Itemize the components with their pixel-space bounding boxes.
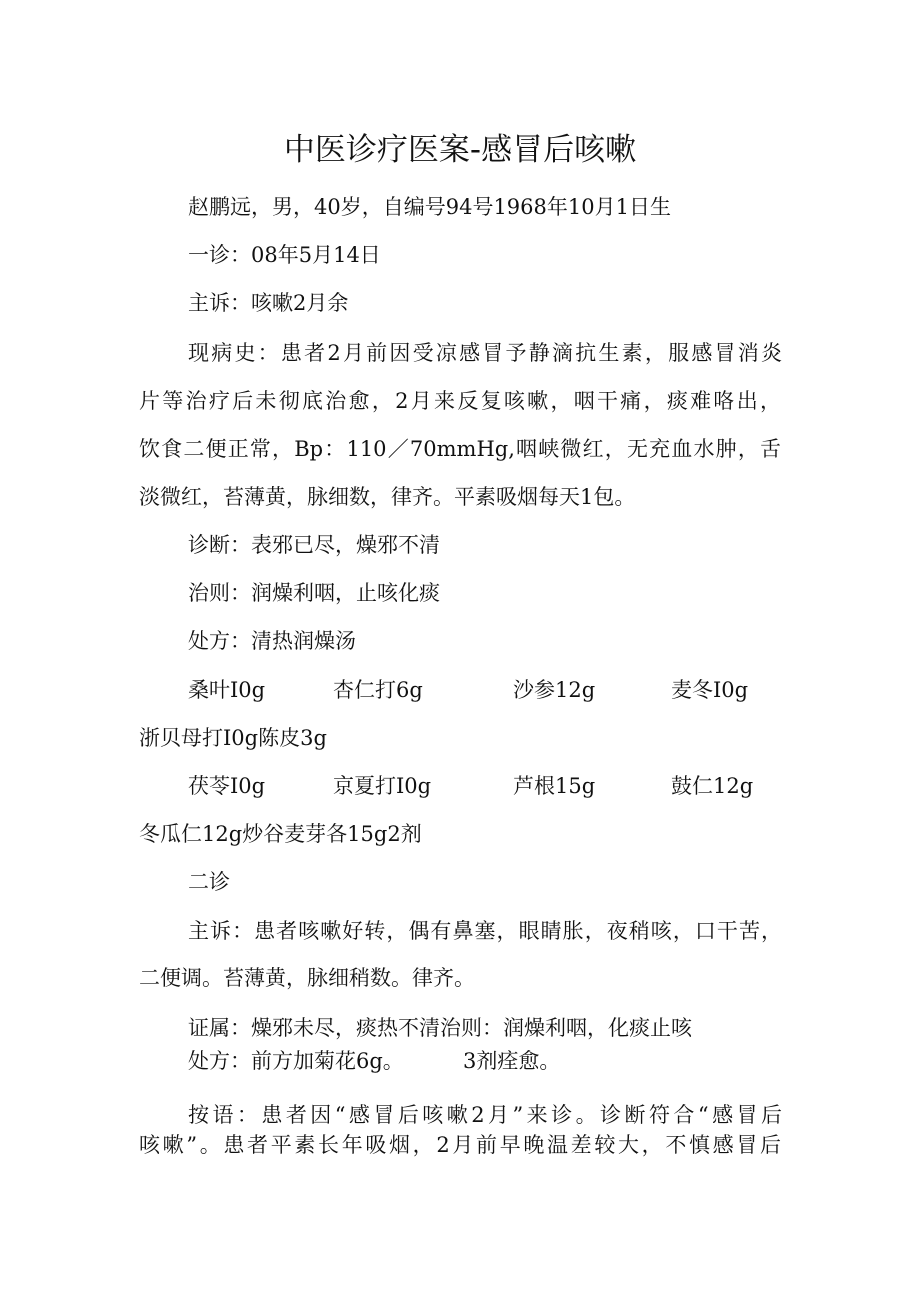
second-visit-heading: 二诊 (188, 870, 230, 894)
commentary-line: 按语：患者因“感冒后咳嗽2月”来诊。诊断符合“感冒后 (188, 1103, 782, 1127)
prescription: 处方：清热润燥汤 (188, 629, 356, 653)
herb-item: 桑叶I0g (188, 678, 266, 702)
herb-item: 麦冬I0g (671, 678, 749, 702)
herb-item: 京夏打I0g (333, 774, 432, 798)
history-line: 淡微红，苔薄黄，脉细数，律齐。平素吸烟每天1包。 (139, 485, 636, 509)
second-complaint-line: 主诉：患者咳嗽好转，偶有鼻塞，眼睛胀，夜稍咳，口干苦， (188, 919, 782, 943)
herb-item: 杏仁打6g (333, 678, 423, 702)
herb-item: 沙参12g (513, 678, 596, 702)
history-line: 饮食二便正常，Bp：110／70mmHg,咽峡微红，无充血水肿，舌 (139, 437, 781, 461)
history-line: 片等治疗后未彻底治愈，2月来反复咳嗽，咽干痛，痰难咯出， (139, 389, 781, 413)
treatment-principle: 治则：润燥利咽，止咳化痰 (188, 581, 440, 605)
patient-info: 赵鹏远，男，40岁，自编号94号1968年10月1日生 (188, 195, 671, 219)
herb-item: 芦根15g (513, 774, 596, 798)
herb-line-continued: 浙贝母打I0g陈皮3g (139, 726, 327, 750)
second-visit-result: 3剂痊愈。 (463, 1049, 561, 1073)
diagnosis: 诊断：表邪已尽，燥邪不清 (188, 533, 440, 557)
herb-item: 茯苓I0g (188, 774, 266, 798)
herb-item: 鼓仁12g (671, 774, 754, 798)
syndrome-and-principle: 证属：燥邪未尽，痰热不清治则：润燥利咽，化痰止咳 (188, 1016, 692, 1040)
history-line: 现病史：患者2月前因受凉感冒予静滴抗生素，服感冒消炎 (188, 341, 782, 365)
chief-complaint: 主诉：咳嗽2月余 (188, 291, 349, 315)
document-title: 中医诊疗医案-感冒后咳嗽 (283, 132, 637, 168)
second-complaint-line: 二便调。苔薄黄，脉细稍数。律齐。 (139, 966, 475, 990)
commentary-line: 咳嗽”。患者平素长年吸烟，2月前早晚温差较大，不慎感冒后 (139, 1133, 781, 1157)
first-visit-heading: 一诊：08年5月14日 (188, 243, 381, 267)
herb-line-continued: 冬瓜仁12g炒谷麦芽各15g2剂 (139, 822, 422, 846)
second-prescription: 处方：前方加菊花6g。 (188, 1049, 404, 1073)
